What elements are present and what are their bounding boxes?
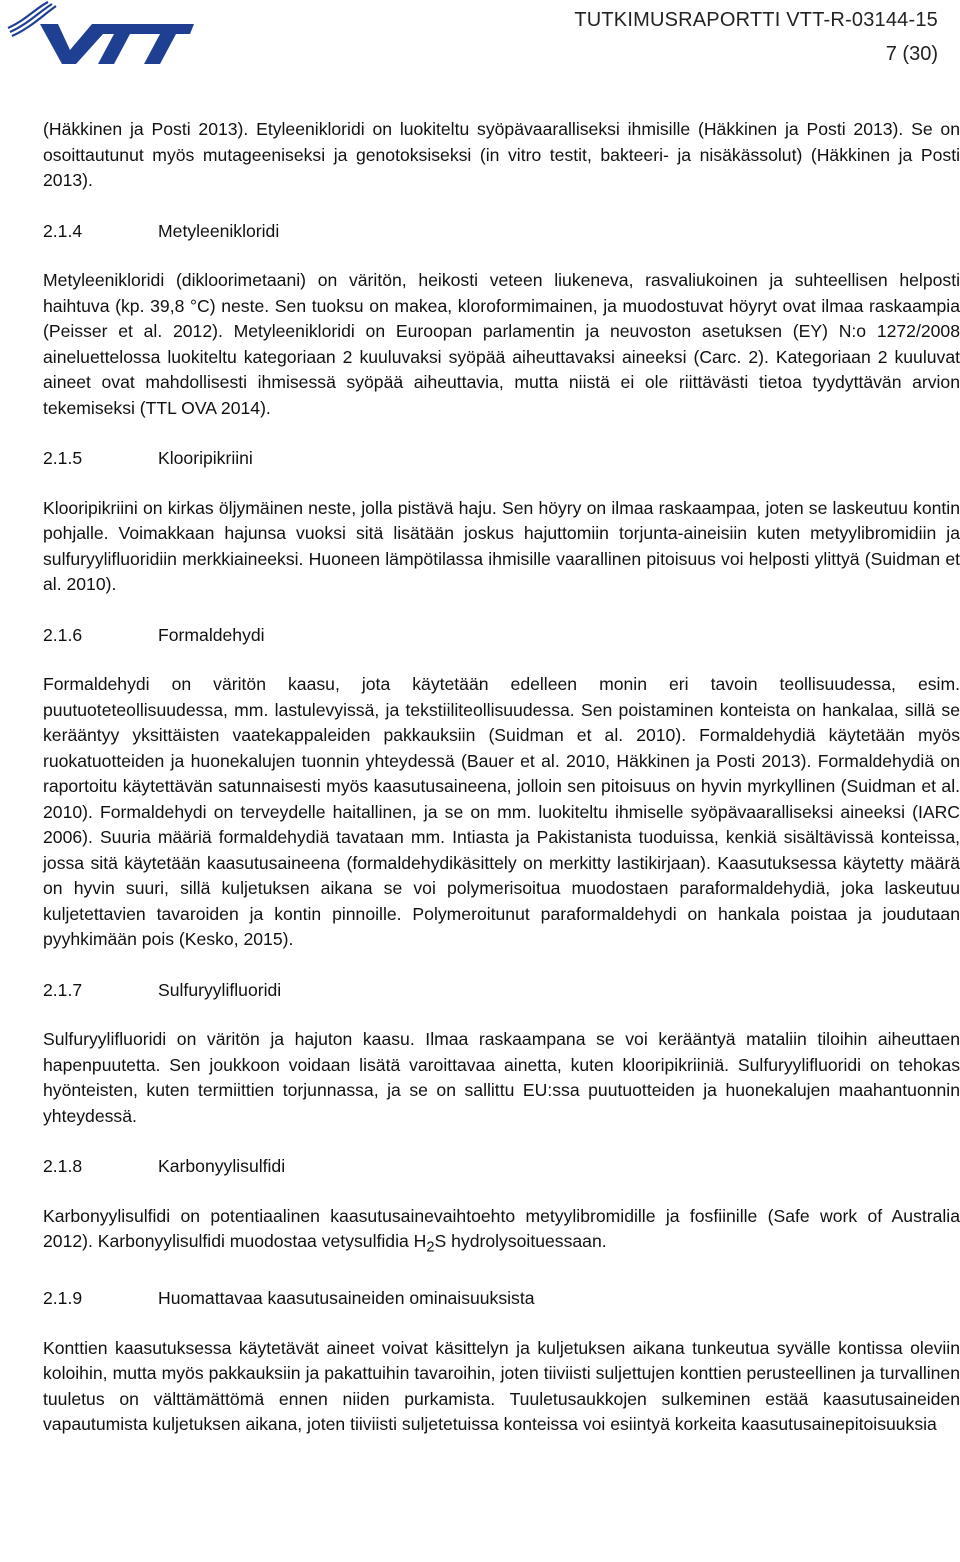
section-heading-2-1-8 — [43, 1154, 960, 1180]
paragraph-text: S hydrolysoituessaan. — [434, 1231, 607, 1251]
section-heading-2-1-4 — [43, 219, 960, 245]
section-title: Metyleenikloridi — [158, 220, 280, 241]
section-heading-2-1-9 — [43, 1286, 960, 1312]
section-title: Karbonyylisulfidi — [158, 1156, 286, 1176]
section-number: 2.1.9 — [43, 1288, 83, 1309]
section-title: Klooripikriini — [158, 448, 253, 468]
section-paragraph — [43, 1204, 960, 1262]
section-heading-2-1-7 — [43, 978, 960, 1004]
document-body — [43, 117, 960, 1438]
section-title: Formaldehydi — [158, 624, 265, 645]
intro-paragraph: (Häkkinen ja Posti 2013). Etyleenikloridi on luokiteltu syöpävaaralliseksi ihmisille (Häkkinen ja Posti 2013). Se on osoittautunut myös mutageeniseksi ja genotoksiseksi (in vitro testit, bakteeri- ja nisäkässolut) (Häkkinen ja Posti 2013). — [43, 119, 960, 190]
section-paragraph: Konttien kaasutuksessa käytetävät aineet voivat käsittelyn ja kuljetuksen aikana tunkeutua syvälle kontissa oleviin koloihin, mutta myös pakkauksiin ja pakattuihin tavaroihin, joten tiiviisti suljettujen konttien perusteellinen ja turvallinen tuuletus on välttämättömä ennen niiden purkamista. Tuuletusaukkojen sulkeminen estää kaasutusaineiden vapautumista kuljetuksen aikana, joten tiiviisti suljetetuissa konteissa voi esiintyä korkeita kaasutusainepitoisuuksia — [43, 1337, 960, 1435]
section-paragraph: Sulfuryylifluoridi on väritön ja hajuton kaasu. Ilmaa raskaampana se voi kerääntyä mataliin tiloihin aiheuttaen hapenpuutetta. Sen joukkoon voidaan lisätä varoittavaa ainetta, kuten klooripikriiniä. Sulfuryylifluoridi on tehokas hyönteisten, kuten termiittien torjunnassa, ja se on sallittu EU:ssa puutuotteiden ja huonekalujen maahantuonnin yhteydessä. — [43, 1029, 960, 1126]
section-paragraph: Formaldehydi on väritön kaasu, jota käytetään edelleen monin eri tavoin teollisuudessa, esim. puutuoteteollisuudessa, mm. lastulevyissä, ja tekstiiliteollisuudessa. Sen poistaminen konteista on hankalaa, sillä se kerääntyy yksittäisten vaatekappaleiden pakkauksiin (Suidman et al. 2010). Formaldehydiä käytetään myös ruokatuotteiden ja huonekalujen tuonnin yhteydessä (Bauer et al. 2010, Häkkinen ja Posti 2013). Formaldehydiä on raportoitu käytettävän satunnaisesti myös kaasutusaineena, jolloin sen pitoisuus on hyvin myrkyllinen (Suidman et al. 2010). Formaldehydi on terveydelle haitallinen, ja se on mm. luokiteltu ihmiselle syöpävaaralliseksi aineeksi (IARC 2006). Suuria määriä formaldehydiä tavataan mm. Intiasta ja Pakistanista tuoduissa, kenkiä sisältävissä konteissa, jossa sitä käytetään kaasutusaineena (formaldehydikäsittely on merkitty lastikirjaan). Kaasutuksessa käytetty määrä on hyvin suuri, sillä kuljetuksen aikana se voi polymerisoitua muodostaen paraformaldehydiä, joka laskeutuu kuljetettavien tavaroiden ja kontin pinnoille. Polymeroitunut paraformaldehydi on hankala poistaa ja joudutaan pyyhkimään pois (Kesko, 2015). — [43, 674, 960, 949]
section-paragraph: Klooripikriini on kirkas öljymäinen neste, jolla pistävä haju. Sen höyry on ilmaa raskaampaa, joten se laskeutuu kontin pohjalle. Voimakkaan hajunsa vuoksi sitä lisätään joskus hajuttomiin torjunta-aineisiin kuten metyylibromidiin ja sulfuryylifluoridiin merkkiaineeksi. Huoneen lämpötilassa ihmisille vaarallinen pitoisuus voi helposti ylittyä (Suidman et al. 2010). — [43, 497, 960, 594]
section-heading-2-1-5 — [43, 446, 960, 472]
paragraph-text: Karbonyylisulfidi on potentiaalinen kaasutusainevaihtoehto metyylibromidille ja fosfiinille (Safe work of Australia 2012). Karbonyylisulfidi muodostaa vetysulfidia H — [43, 1205, 960, 1251]
section-title: Sulfuryylifluoridi — [158, 979, 282, 1000]
section-paragraph: Metyleenikloridi (dikloorimetaani) on väritön, heikosti veteen liukeneva, rasvaliukoinen ja suhteellisen helposti haihtuva (kp. 39,8 °C) neste. Sen tuoksu on makea, kloroformimainen, ja muodostuvat höyryt ovat ilmaa raskaampia (Peisser et al. 2012). Metyleenikloridi on Euroopan parlamentin ja neuvoston asetuksen (EY) N:o 1272/2008 aineluettelossa luokiteltu kategoriaan 2 kuuluvaksi syöpää aiheuttavaksi aineeksi (Carc. 2). Kategoriaan 2 kuuluvat aineet ovat mahdollisesti ihmisessä syöpää aiheuttavia, mutta niistä ei ole riittävästi tietoa tyydyttävän arvion tekemiseksi (TTL OVA 2014). — [43, 270, 960, 418]
page-number: 7 (30) — [885, 43, 938, 65]
subscript: 2 — [426, 1239, 435, 1256]
vtt-logo — [6, 0, 194, 66]
section-number: 2.1.8 — [43, 1156, 83, 1176]
section-number: 2.1.7 — [43, 979, 83, 1000]
report-id: TUTKIMUSRAPORTTI VTT-R-03144-15 — [574, 9, 938, 31]
section-title: Huomattavaa kaasutusaineiden ominaisuuksista — [158, 1288, 535, 1309]
section-number: 2.1.4 — [43, 220, 83, 241]
section-number: 2.1.6 — [43, 624, 83, 645]
section-heading-2-1-6 — [43, 623, 960, 649]
section-number: 2.1.5 — [43, 448, 83, 468]
